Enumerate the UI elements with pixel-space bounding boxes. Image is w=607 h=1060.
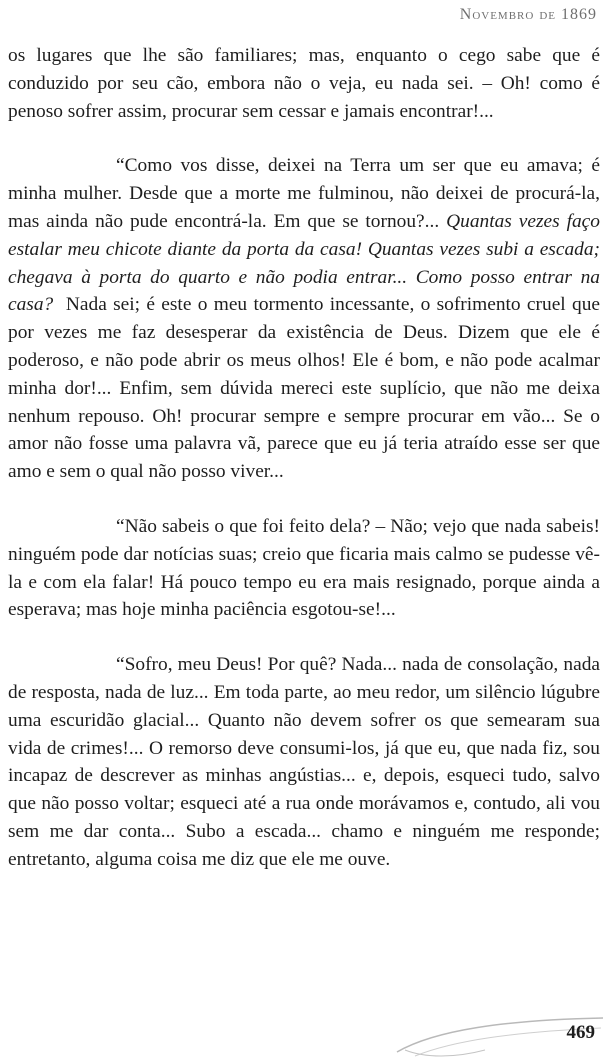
page-number: 469 [566, 1022, 595, 1043]
paragraph-2-end: Nada sei; é este o meu tormento incessante, o sofrimento cruel que por vezes me faz desesperar da existência de Deus. Dizem que ele é poderoso, e não pode abrir os meus olhos! Ele é bom, e não pode acalmar minha dor!... Enfim, sem dúvida mereci este suplício, que não me deixa nenhum repouso. Oh! procurar sempre e sempre procurar em vão... Se o amor não fosse uma palavra vã, parece que eu já teria atraído esse ser que amo e sem o qual não posso viver... [8, 294, 600, 483]
page-body [8, 42, 600, 874]
paragraph-2-start: “Como vos disse, deixei na Terra um ser que eu amava; é minha mulher. Desde que a morte me fulminou, não deixei de procurá-la, mas ainda não pude encontrá-la. Em que se tornou?... [8, 155, 600, 232]
paragraph-4: “Sofro, meu Deus! Por quê? Nada... nada de consolação, nada de resposta, nada de luz... Em toda parte, ao meu redor, um silêncio lúgubre uma escuridão glacial... Quanto não devem sofrer os que semearam sua vida de crimes!... O remorso deve consumi-los, já que eu, que nada fiz, sou incapaz de descrever as minhas angústias... e, depois, esqueci tudo, salvo que não posso voltar; esqueci até a rua onde morávamos e, contudo, ali vou sem me dar conta... Subo a escada... chamo e ninguém me responde; entretanto, alguma coisa me diz que ele me ouve. [8, 654, 600, 870]
paragraph-2-italic: Quantas vezes faço estalar meu chicote diante da porta da casa! Quantas vezes subi a escada; chegava à porta do quarto e não podia entrar... Como posso entrar na casa? [8, 210, 600, 316]
paragraph-2 [8, 152, 600, 486]
paragraph-1: os lugares que lhe são familiares; mas, enquanto o cego sabe que é conduzido por seu cão, embora não o veja, eu nada sei. – Oh! como é penoso sofrer assim, procurar sem cessar e jamais encontrar!... [8, 45, 600, 122]
running-header: Novembro de 1869 [459, 6, 597, 23]
paragraph-3: “Não sabeis o que foi feito dela? – Não; vejo que nada sabeis! ninguém pode dar notícias suas; creio que ficaria mais calmo se pudesse vê-la e com ela falar! Há pouco tempo eu era mais resignado, porque ainda a esperava; mas hoje minha paciência esgotou-se!... [8, 515, 600, 621]
